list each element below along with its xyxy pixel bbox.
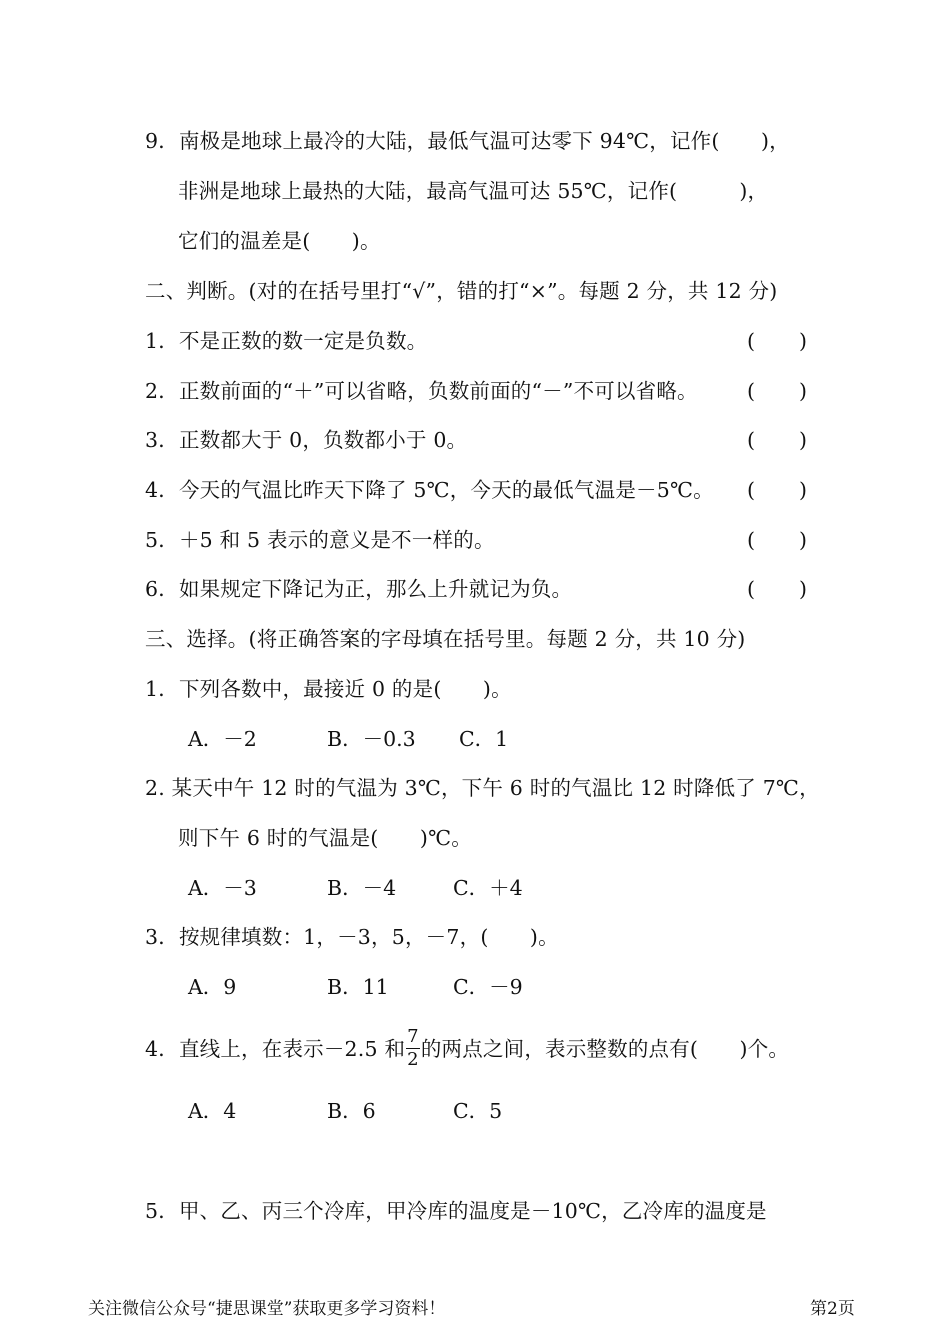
answer-bracket-2[interactable]: ( )	[747, 379, 807, 403]
q4-option-b[interactable]: B．6	[327, 1099, 376, 1123]
answer-bracket-6[interactable]: ( )	[747, 577, 807, 601]
page-number: 第2页	[810, 1299, 855, 1319]
q4-option-c[interactable]: C．5	[453, 1099, 503, 1123]
choice-q4	[145, 1028, 789, 1073]
answer-bracket-3[interactable]: ( )	[747, 428, 807, 452]
answer-bracket-1[interactable]: ( )	[747, 329, 807, 353]
q1-option-a[interactable]: A．－2	[188, 727, 257, 751]
choice-q2-line2: 则下午 6 时的气温是( )℃。	[178, 826, 472, 850]
answer-bracket-5[interactable]: ( )	[747, 528, 807, 552]
q3-option-a[interactable]: A．9	[188, 975, 237, 999]
judge-item-3: 3．正数都大于 0，负数都小于 0。	[145, 428, 468, 452]
fraction-numerator: 7	[407, 1026, 419, 1047]
choice-q3: 3．按规律填数：1，－3，5，－7，( )。	[145, 925, 559, 949]
q3-option-b[interactable]: B．11	[327, 975, 389, 999]
choice-q2-line1: 2. 某天中午 12 时的气温为 3℃，下午 6 时的气温比 12 时降低了 7℃，	[145, 776, 820, 800]
section3-title: 三、选择。(将正确答案的字母填在括号里。每题 2 分，共 10 分)	[145, 627, 746, 651]
judge-item-1: 1．不是正数的数一定是负数。	[145, 329, 428, 353]
q9-line1: 9．南极是地球上最冷的大陆，最低气温可达零下 94℃，记作( )，	[145, 129, 790, 153]
q2-option-b[interactable]: B．－4	[327, 876, 397, 900]
choice-q1: 1．下列各数中，最接近 0 的是( )。	[145, 677, 512, 701]
q9-line3: 它们的温差是( )。	[178, 229, 381, 253]
q9-line2: 非洲是地球上最热的大陆，最高气温可达 55℃，记作( )，	[178, 179, 769, 203]
judge-item-5: 5．＋5 和 5 表示的意义是不一样的。	[145, 528, 495, 552]
q4-text-before: 4．直线上，在表示－2.5 和	[145, 1037, 406, 1061]
q3-option-c[interactable]: C．－9	[453, 975, 523, 999]
q4-option-a[interactable]: A．4	[188, 1099, 237, 1123]
judge-item-4: 4．今天的气温比昨天下降了 5℃，今天的最低气温是－5℃。	[145, 478, 714, 502]
q2-option-c[interactable]: C．＋4	[453, 876, 523, 900]
footer-notice: 关注微信公众号“捷思课堂”获取更多学习资料！	[88, 1299, 446, 1319]
q2-option-a[interactable]: A．－3	[188, 876, 257, 900]
fraction-denominator: 2	[407, 1049, 419, 1070]
judge-item-2: 2．正数前面的“＋”可以省略，负数前面的“－”不可以省略。	[145, 379, 698, 403]
q1-option-c[interactable]: C．1	[459, 727, 509, 751]
answer-bracket-4[interactable]: ( )	[747, 478, 807, 502]
judge-item-6: 6．如果规定下降记为正，那么上升就记为负。	[145, 577, 573, 601]
fraction-seven-halves	[406, 1026, 420, 1071]
q1-option-b[interactable]: B．－0.3	[327, 727, 416, 751]
q4-text-after: 的两点之间，表示整数的点有( )个。	[420, 1037, 790, 1061]
section2-title: 二、判断。(对的在括号里打“√”，错的打“×”。每题 2 分，共 12 分)	[145, 279, 778, 303]
choice-q5: 5．甲、乙、丙三个冷库，甲冷库的温度是－10℃，乙冷库的温度是	[145, 1199, 767, 1223]
